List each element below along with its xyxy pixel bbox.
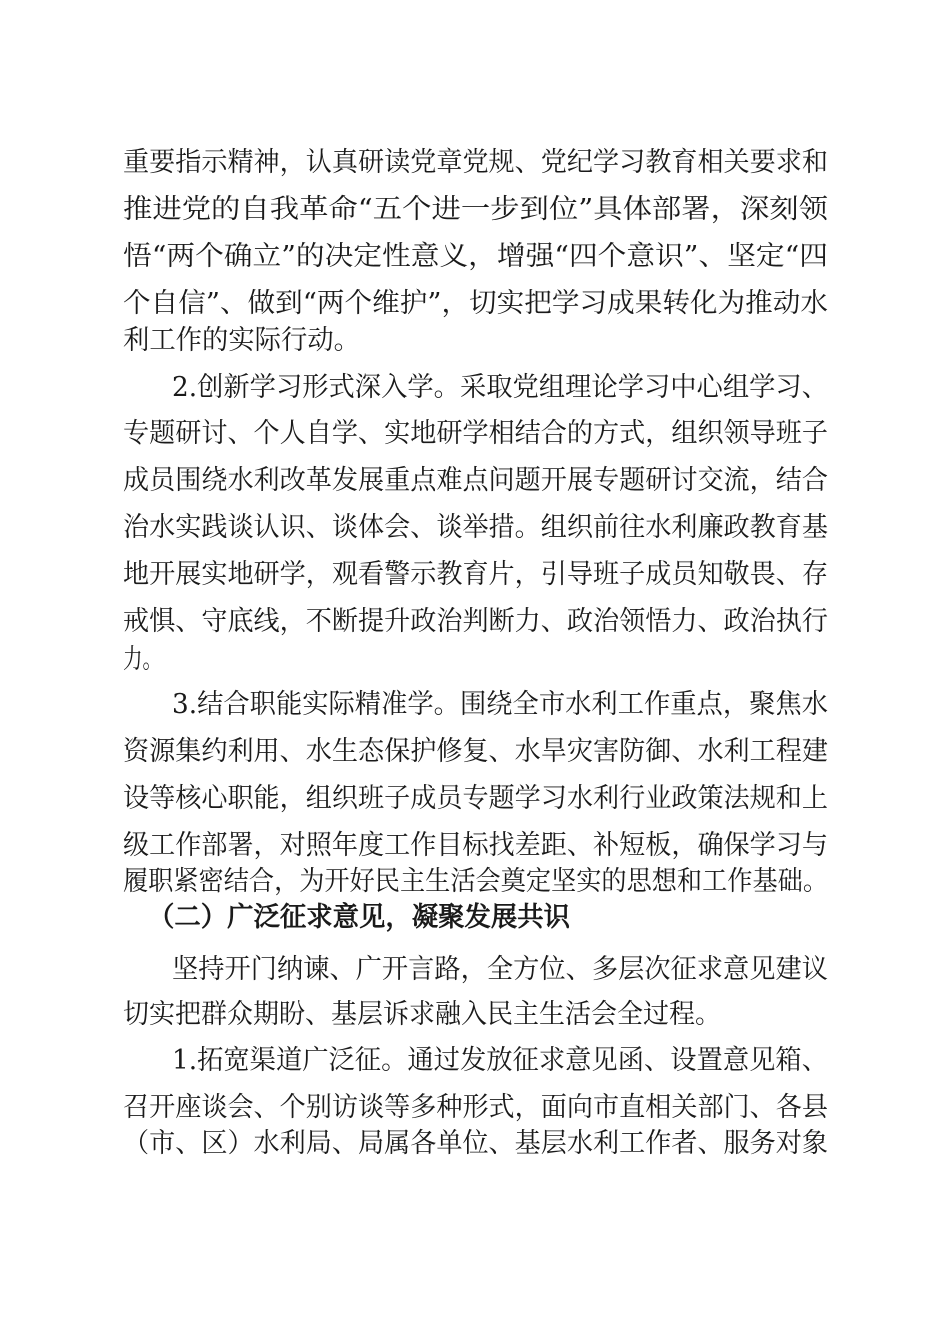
text-line-14: [0, 732, 950, 772]
line-text: 2.创新学习形式深入学。采取党组理论学习中心组学习、: [172, 372, 828, 403]
text-line-21: [0, 1041, 950, 1081]
text-line-3: [0, 237, 950, 277]
text-line-9: [0, 508, 950, 548]
line-text: 治水实践谈认识、谈体会、谈举措。组织前往水利廉政教育基: [123, 512, 828, 543]
line-text: （市、区）水利局、局属各单位、基层水利工作者、服务对象: [123, 1128, 828, 1159]
text-line-7: [0, 414, 950, 454]
line-text: 切实把群众期盼、基层诉求融入民主生活会全过程。: [123, 999, 721, 1030]
line-text: 悟“两个确立”的决定性意义，增强“四个意识”、坚定“四: [123, 241, 828, 272]
text-line-20: [0, 995, 950, 1035]
line-text: 个自信”、做到“两个维护”，切实把学习成果转化为推动水: [123, 288, 828, 319]
heading-text: （二）广泛征求意见，凝聚发展共识: [148, 902, 570, 933]
text-line-17: [0, 862, 950, 902]
text-line-6: [0, 368, 950, 408]
line-text: 资源集约利用、水生态保护修复、水旱灾害防御、水利工程建: [123, 736, 828, 767]
line-text: 戒惧、守底线，不断提升政治判断力、政治领悟力、政治执行: [123, 606, 828, 637]
text-line-5: [0, 321, 950, 361]
text-line-23: [0, 1124, 950, 1164]
line-text: 地开展实地研学，观看警示教育片，引导班子成员知敬畏、存: [123, 559, 828, 590]
text-line-19: [0, 950, 950, 990]
text-line-1: [0, 143, 950, 183]
line-text: 推进党的自我革命“五个进一步到位”具体部署，深刻领: [123, 194, 828, 225]
text-line-12: [0, 640, 950, 680]
line-text: 专题研讨、个人自学、实地研学相结合的方式，组织领导班子: [123, 418, 828, 449]
line-text: 召开座谈会、个别访谈等多种形式，面向市直相关部门、各县: [123, 1092, 828, 1123]
text-line-15: [0, 779, 950, 819]
line-text: 3.结合职能实际精准学。围绕全市水利工作重点，聚焦水: [172, 689, 828, 720]
line-text: 利工作的实际行动。: [123, 325, 360, 356]
line-text: 级工作部署，对照年度工作目标找差距、补短板，确保学习与: [123, 830, 828, 861]
text-line-22: [0, 1088, 950, 1128]
text-line-4: [0, 284, 950, 324]
line-text: 重要指示精神，认真研读党章党规、党纪学习教育相关要求和: [123, 147, 828, 178]
line-text: 履职紧密结合，为开好民主生活会奠定坚实的思想和工作基础。: [123, 866, 828, 897]
line-text: 坚持开门纳谏、广开言路，全方位、多层次征求意见建议: [172, 954, 828, 985]
text-line-11: [0, 602, 950, 642]
text-line-13: [0, 685, 950, 725]
line-text: 力。: [123, 644, 162, 675]
text-line-2: [0, 190, 950, 230]
line-text: 成员围绕水利改革发展重点难点问题开展专题研讨交流，结合: [123, 465, 828, 496]
text-line-8: [0, 461, 950, 501]
text-line-16: [0, 826, 950, 866]
line-text: 设等核心职能，组织班子成员专题学习水利行业政策法规和上: [123, 783, 828, 814]
line-text: 1.拓宽渠道广泛征。通过发放征求意见函、设置意见箱、: [172, 1045, 828, 1076]
section-heading: [0, 898, 950, 938]
text-line-10: [0, 555, 950, 595]
